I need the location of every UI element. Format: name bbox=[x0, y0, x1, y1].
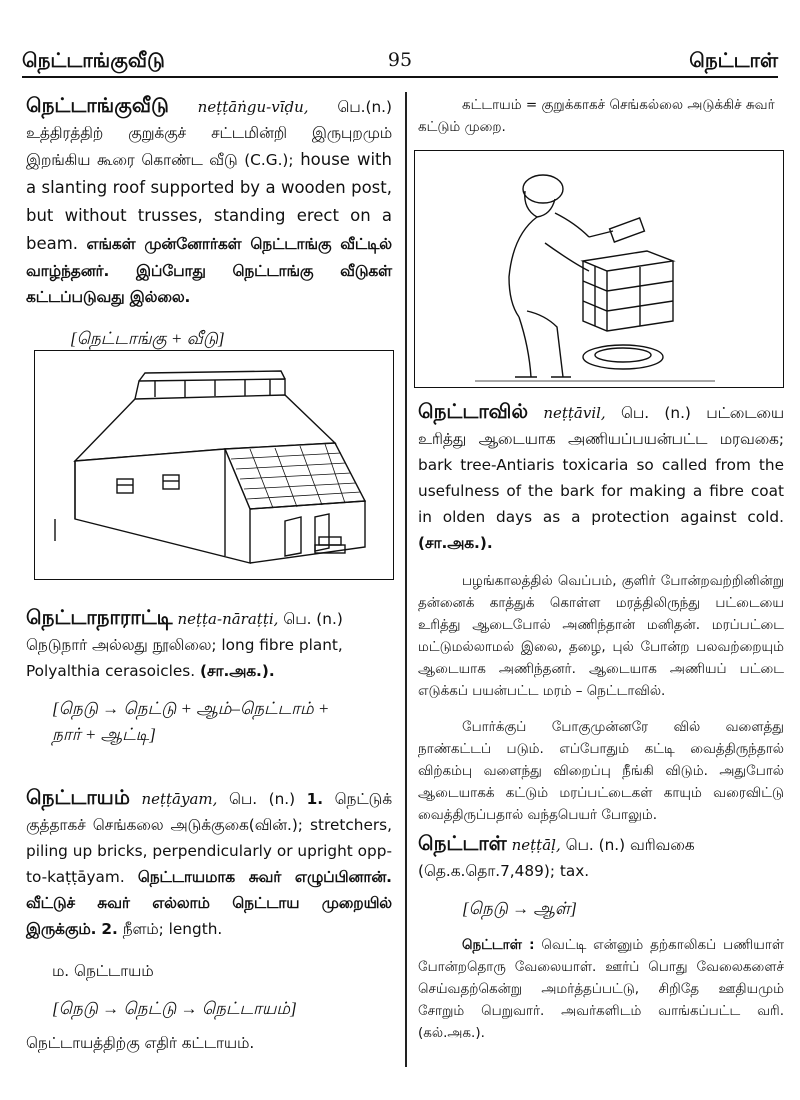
sense-2-english: length. bbox=[168, 920, 223, 938]
tamil-definition: நெடுநார் அல்லது நூலிலை; bbox=[26, 636, 217, 654]
entry-nettavil bbox=[418, 398, 784, 826]
source-citation: (சா.அக.). bbox=[418, 534, 493, 552]
kattayam-definition: கட்டாயம் = குறுக்காகச் செங்கல்லை அடுக்கிச் சுவர் கட்டும் முறை. bbox=[418, 97, 775, 135]
cognate: ம. நெட்டாயம் bbox=[52, 962, 154, 980]
part-of-speech: பெ. (n.) bbox=[228, 790, 296, 808]
sense-1-english: stretchers, piling up bricks, perpendicularly or upright opp-to-kaṭṭāyam. bbox=[26, 816, 392, 886]
entry-nettangu-vidu bbox=[26, 92, 392, 352]
part-of-speech: பெ. (n.) bbox=[283, 610, 343, 628]
part-of-speech: பெ. (n.) bbox=[565, 836, 626, 854]
sense-2-tamil: நீளம்; bbox=[122, 920, 164, 938]
etymology-line-2: நார் + ஆட்டி] bbox=[52, 725, 156, 744]
note-heading: நெட்டாள் : bbox=[462, 937, 535, 953]
part-of-speech: பெ.(n.) bbox=[337, 98, 392, 116]
etymology-line-1: [நெடு → நெட்டு + ஆம்–நெட்டாம் + bbox=[52, 699, 330, 718]
usage-example: எங்கள் முன்னோர்கள் நெட்டாங்கு வீட்டில் வாழ்ந்தனர். இப்போது நெட்டாங்கு வீடுகள் கட்டப்படுவது இல்லை. bbox=[26, 235, 392, 306]
usage-note: வெட்டி என்னும் தற்காலிகப் பணியாள் போன்றதொரு வேலையாள். ஊர்ப் பொது வேலைகளைச் செய்வதற்கென்று அமர்த்தப்பட்டு, சிறிதே ஊதியமும் சோறும் பெறுவார். அவர்களிடம் வாங்கப்பட்ட வரி. (கல்.அக.). bbox=[418, 937, 784, 1041]
etymology: [நெடு → ஆள்] bbox=[462, 899, 577, 918]
headword: நெட்டாள் bbox=[418, 831, 507, 855]
etymology: [நெடு → நெட்டு → நெட்டாயம்] bbox=[52, 999, 297, 1018]
transliteration: neṭṭa-nāraṭṭi, bbox=[177, 610, 279, 628]
headword: நெட்டாங்குவீடு bbox=[26, 93, 169, 117]
transliteration: neṭṭāvil, bbox=[543, 404, 606, 422]
page-header bbox=[22, 44, 778, 78]
page-number: 95 bbox=[387, 49, 413, 71]
entry-netta-naratti bbox=[26, 604, 392, 748]
part-of-speech: பெ. (n.) bbox=[620, 404, 691, 422]
antonym-note: நெட்டாயத்திற்கு எதிர் கட்டாயம். bbox=[26, 1034, 255, 1052]
headword: நெட்டாவில் bbox=[418, 399, 529, 423]
bricklayer-illustration bbox=[414, 150, 784, 388]
cultural-note-2: போர்க்குப் போகுமுன்னரே வில் வளைத்து நாண்கட்டப் படும். எப்போதும் கட்டி வைத்திருந்தால் விற்கம்பு வளைந்து விறைப்பு நீங்கி விடும். அதுபோல் ஆடையாகக் கட்டும் மரப்பட்டைகள் காயும் வரைவிட்டு வைத்திருப்பதால் வந்தபெயர் போலும். bbox=[418, 719, 784, 823]
english-definition: bark tree-Antiaris toxicaria so called from the usefulness of the bark for making a fibre coat in olden days as a protection against cold. bbox=[418, 456, 784, 526]
transliteration: neṭṭāṅgu-vīḍu, bbox=[197, 98, 309, 116]
entry-nettal bbox=[418, 830, 784, 1044]
cultural-note-1: பழங்காலத்தில் வெப்பம், குளிர் போன்றவற்றினின்று தன்னைக் காத்துக் கொள்ள மரத்திலிருந்து பட்டையை உரித்து ஆடைபோல் அணிந்தான் மனிதன். மரப்பட்டை மட்டுமல்லாமல் இலை, தழை, புல் போன்ற பலவற்றையும் ஆடையாக அணிந்தனர். ஆடையாக அணியப் பட்டை எடுக்கப் பயன்பட்ட மரம் – நெட்டாவில். bbox=[418, 573, 784, 699]
header-guide-word-left: நெட்டாங்குவீடு bbox=[22, 48, 165, 72]
transliteration: neṭṭāḷ, bbox=[511, 836, 561, 854]
sense-2-number: 2. bbox=[101, 920, 118, 938]
entry-nettayam bbox=[26, 784, 392, 1056]
usage-example: நெட்டாயமாக சுவர் எழுப்பினான். வீட்டுச் சுவர் எல்லாம் நெட்டாய முறையில் இருக்கும். bbox=[26, 868, 392, 938]
english-definition: house with a slanting roof supported by a wooden post, but without trusses, standing erect on a beam. bbox=[26, 150, 392, 253]
headword: நெட்டாயம் bbox=[26, 785, 130, 809]
column-divider bbox=[405, 92, 407, 1067]
english-definition: long fibre plant, Polyalthia cerasoicles. bbox=[26, 636, 343, 680]
tamil-definition: உத்திரத்திற் குறுக்குச் சட்டமின்றி இருபுறமும் இறங்கிய கூரை கொண்ட வீடு (C.G.); bbox=[26, 124, 392, 169]
tamil-definition: வரிவகை (தெ.க.தொ.7,489); bbox=[418, 836, 695, 880]
sense-1-number: 1. bbox=[306, 790, 324, 808]
tamil-definition: பட்டையை உரித்து ஆடையாக அணியப்பயன்பட்ட மரவகை; bbox=[418, 404, 784, 448]
etymology: [நெட்டாங்கு + வீடு] bbox=[70, 329, 225, 348]
english-definition: tax. bbox=[559, 862, 590, 880]
house-illustration bbox=[34, 350, 394, 580]
headword: நெட்டாநாராட்டி bbox=[26, 605, 173, 629]
header-guide-word-right: நெட்டாள் bbox=[689, 48, 778, 72]
kattayam-definition-block bbox=[418, 94, 784, 138]
source-citation: (சா.அக.). bbox=[200, 662, 275, 680]
sense-1-tamil: நெட்டுக் குத்தாகச் செங்கலை அடுக்குகை(வின்.); bbox=[26, 790, 392, 834]
house-drawing bbox=[35, 351, 393, 579]
transliteration: neṭṭāyam, bbox=[141, 790, 218, 808]
bricklayer-drawing bbox=[415, 151, 783, 387]
